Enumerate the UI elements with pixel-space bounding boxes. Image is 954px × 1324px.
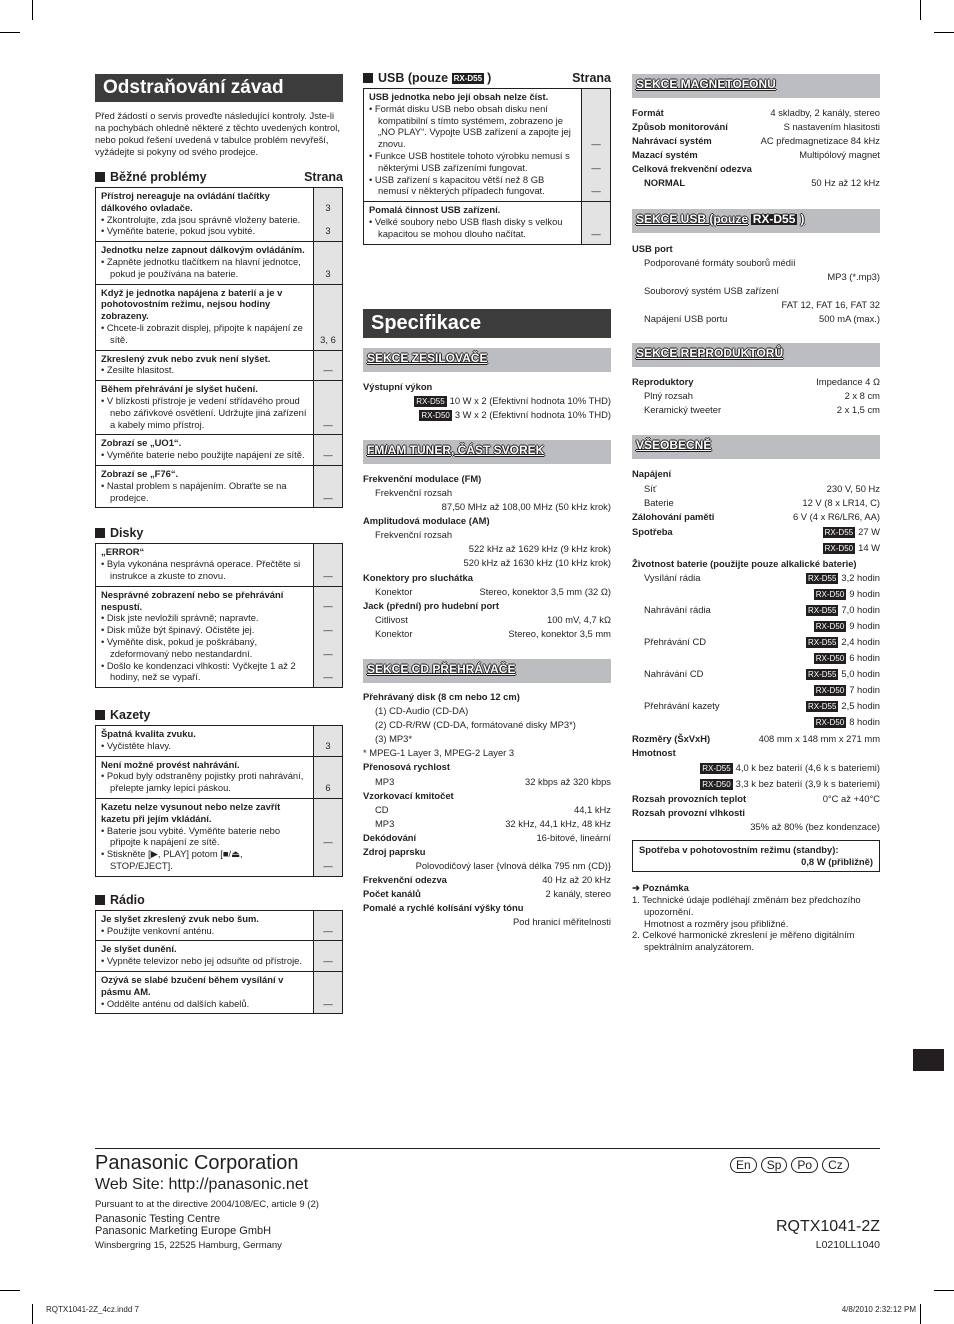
amplifier-section-header: SEKCE ZESILOVAČE [363, 348, 611, 372]
print-date: 4/8/2010 2:32:12 PM [841, 1305, 916, 1314]
battery-life-row: Přehrávání CD RX-D55 2,4 hodin [644, 635, 880, 647]
tape-specs: Formát 4 skladby, 2 kanály, stereo Způsob monitorování S nastavením hlasitosti Nahrávací systém AC předmagnetizace 84 kHz Mazací systém Multipólový magnet Celková frekvenční odezva NORMAL 50 Hz až 12 kHz [632, 107, 880, 189]
square-bullet-icon [95, 172, 105, 182]
solution-item: • Zkontrolujte, zda jsou správně vloženy baterie. [101, 213, 301, 225]
usb-and-specs-column [363, 71, 611, 930]
table-row [96, 972, 342, 1013]
solution-item: • Funkce USB hostitele tohoto výrobku nemusí s některými USB zařízeními fungovat. [369, 149, 570, 173]
model-tag: RX-D50 [421, 410, 450, 420]
solution-item: • Disk může být špinavý. Očistěte jej. [101, 624, 255, 636]
model-tag: RX-D55 [752, 211, 796, 226]
tape-section-header: SEKCE MAGNETOFONU [632, 74, 880, 98]
page-reference: — [313, 351, 342, 381]
solution-item: • Byla vykonána nesprávná operace. Přečtěte si instrukce a zkuste to znovu. [101, 558, 301, 581]
problem-heading: Špatná kvalita zvuku. [101, 728, 196, 740]
problem-heading: Je slyšet zkreslený zvuk nebo šum. [101, 912, 259, 924]
page-reference: — [313, 972, 342, 1013]
common-problems-table [95, 187, 343, 508]
lang-po: Po [791, 1157, 818, 1173]
square-bullet-icon [95, 710, 105, 720]
problem-heading: Během přehrávání je slyšet hučení. [101, 383, 258, 395]
troubleshooting-title: Odstraňování závad [95, 74, 343, 102]
testing-centre: Panasonic Testing Centre [95, 1213, 221, 1225]
solution-item: • Zesilte hlasitost. [101, 364, 175, 376]
table-row [96, 188, 342, 242]
solution-item: • Formát disku USB nebo obsah disku není kompatibilní s tímto systémem, zobrazeno je „NO PLAY“. Vypojte USB zařízení a zapojte jej znovu. [369, 102, 571, 150]
table-row [96, 381, 342, 435]
discs-table [95, 543, 343, 688]
page-reference: 6 [313, 757, 342, 798]
crop-mark [32, 1304, 33, 1324]
problem-heading: Pomalá činnost USB zařízení. [369, 204, 501, 216]
crop-mark [934, 1290, 954, 1291]
page-reference: — — [313, 799, 342, 876]
tapes-table [95, 725, 343, 877]
crop-mark [0, 1290, 20, 1291]
tapes-header: Kazety [95, 708, 343, 722]
table-row [96, 726, 342, 757]
battery-life-row: RX-D50 7 hodin [815, 683, 880, 695]
address: Winsbergring 15, 22525 Hamburg, Germany [95, 1240, 282, 1251]
troubleshooting-column [95, 74, 343, 1014]
tuner-specs: Frekvenční modulace (FM) Frekvenční rozsah 87,50 MHz až 108,00 MHz (50 kHz krok) Amplitudová modulace (AM) Frekvenční rozsah 522 kHz až 1629 kHz (9 kHz krok) 520 kHz až 1630 kHz (10 kHz krok) Konektory pro sluchátka Konektor Stereo, konektor 3,5 mm (32 Ω) Jack (přední) pro hudební port Citlivost 100 mV, 4,7 kΩ Konektor Stereo, konektor 3,5 mm [363, 472, 611, 639]
marketing-europe: Panasonic Marketing Europe GmbH [95, 1225, 272, 1237]
notes: ➜ Poznámka 1. Technické údaje podléhají změnám bez předchozího upozornění. Hmotnost a rozměry jsou přibližné. 2. Celkové harmonické zkreslení je měřeno digitálním spektrálním analyzátorem. [632, 882, 861, 953]
page-reference: — [313, 911, 342, 941]
battery-life-row: Nahrávání rádia RX-D55 7,0 hodin [644, 603, 880, 615]
problem-heading: Je slyšet dunění. [101, 943, 177, 955]
model-tag: RX-D55 [824, 527, 854, 537]
usb-specs: USB port Podporované formáty souborů médií MP3 (*.mp3) Souborový systém USB zařízení FAT 12, FAT 16, FAT 32 Napájení USB portu 500 mA (max.) [632, 242, 880, 325]
page-reference: — — — — [313, 587, 342, 687]
problem-heading: Přístroj nereaguje na ovládání tlačítky dálkového ovladače. [101, 190, 270, 213]
page-reference: — [313, 544, 342, 585]
page-reference: — [581, 202, 610, 243]
page-reference: — [313, 466, 342, 507]
usb-section-header: SEKCE USB (pouze RX-D55 ) [632, 209, 880, 233]
model-tag: RX-D50 [702, 779, 731, 789]
footer-divider [95, 1148, 880, 1149]
solution-item: • Vyměňte baterie, pokud jsou vybité. [101, 225, 256, 237]
solution-item: • Stiskněte [▶, PLAY] potom [■/⏏, STOP/EJECT]. [101, 848, 243, 872]
battery-life-row: Vysílání rádia RX-D55 3,2 hodin [644, 571, 880, 583]
specifications-title: Specifikace [363, 309, 611, 338]
crop-mark [0, 32, 20, 33]
table-row [96, 911, 342, 942]
table-row [96, 435, 342, 466]
lang-sp: Sp [761, 1157, 788, 1173]
battery-life-row: Přehrávání kazety RX-D55 2,5 hodin [644, 699, 880, 711]
table-row [96, 757, 342, 799]
specifications-right-column [632, 74, 880, 953]
problem-heading: Není možné provést nahrávání. [101, 758, 240, 770]
radio-header: Rádio [95, 893, 343, 907]
model-tag: RX-D55 [702, 763, 731, 773]
general-specs: Napájení Síť 230 V, 50 Hz Baterie 12 V (8 x LR14, C) Zálohování paměti 6 V (4 x R6/LR6, AA) Spotřeba RX-D55 27 W RX-D50 14 W Životnost baterie (použijte pouze alkalické baterie) Vysílání rádia RX-D55 3,2 hodin RX-D50 9 hodin Nahrávání rádia RX-D55 7,0 hodin RX-D50 9 hodin Přehrávání CD RX-D55 2,4 hodin RX-D50 6 hodin Nahrávání CD RX-D55 5,0 hodin RX-D50 7 hodin Přehrávání kazety RX-D55 2,5 hodin RX-D50 8 hodin Rozměry (ŠxVxH) 408 mm x 148 mm x 271 mm Hmotnost RX-D55 4,0 k bez baterií (4,6 k s bateriemi) RX-D50 3,3 k bez baterií (3,9 k s bateriemi) Rozsah provozních teplot 0°C až +40°C Rozsah provozní vlhkosti 35% až 80% (bez kondenzace) [632, 468, 880, 833]
solution-item: • Vyčistěte hlavy. [101, 739, 171, 751]
speaker-specs: Reproduktory Impedance 4 Ω Plný rozsah 2 x 8 cm Keramický tweeter 2 x 1,5 cm [632, 376, 880, 416]
table-row [96, 799, 342, 876]
lang-en: En [730, 1157, 757, 1173]
website: Web Site: http://panasonic.net [95, 1176, 309, 1193]
square-bullet-icon [95, 528, 105, 538]
page-reference: — [313, 435, 342, 465]
problem-heading: Když je jednotka napájena z baterií a je v pohotovostním režimu, nejsou hodiny zobrazeny. [101, 286, 283, 322]
battery-life-row: RX-D50 9 hodin [815, 587, 880, 599]
page-reference: 3, 6 [313, 285, 342, 350]
problem-heading: Zkreslený zvuk nebo zvuk není slyšet. [101, 352, 271, 364]
troubleshooting-intro: Před žádostí o servis proveďte následující kontroly. Jste-li na pochybách ohledně některé z těchto uvedených kontrol, nebo pokud řešení uvedená v tabulce problém nevyřeší, vyžádejte si pokyny od svého prodejce. [95, 110, 340, 157]
cd-section-header: SEKCE CD PŘEHRÁVAČE [363, 659, 611, 683]
radio-table [95, 910, 343, 1015]
table-row [96, 285, 342, 351]
usb-problems-table [363, 88, 611, 245]
corporation-name: Panasonic Corporation [95, 1152, 299, 1174]
problem-heading: USB jednotka nebo její obsah nelze číst. [369, 91, 549, 102]
crop-mark [934, 32, 954, 33]
battery-life-row: Nahrávání CD RX-D55 5,0 hodin [644, 667, 880, 679]
table-row [96, 466, 342, 507]
page-reference: 3 3 [313, 188, 342, 241]
crop-mark [32, 0, 33, 20]
solution-item: • Nastal problem s napájením. Obraťte se na prodejce. [101, 479, 287, 503]
page-reference: — [313, 381, 342, 434]
model-tag: RX-D50 [824, 543, 854, 553]
solution-item: • Zapněte jednotku tlačítkem na hlavní jednotce, pokud je používána na baterie. [101, 255, 301, 279]
solution-item: • Vyměňte disk, pokud je poškrábaný, zdeformovaný nebo nestandardní. [101, 635, 258, 659]
model-tag: RX-D55 [453, 73, 483, 83]
general-section-header: VŠEOBECNĚ [632, 435, 880, 459]
table-row [364, 202, 610, 243]
common-problems-header: Běžné problémy Strana [95, 170, 343, 184]
table-row [96, 941, 342, 972]
problem-heading: Kazetu nelze vysunout nebo nelze zavřít kazetu při jejím vkládání. [101, 801, 281, 824]
discs-header: Disky [95, 526, 343, 540]
language-tab-marker [913, 1049, 944, 1071]
model-tag: RX-D55 [416, 396, 445, 406]
page-reference: — — — [581, 89, 610, 201]
solution-item: • Baterie jsou vybité. Vyměňte baterie nebo připojte k napájení ze sítě. [101, 824, 281, 848]
crop-mark [920, 1304, 921, 1324]
battery-life-row: RX-D50 6 hodin [815, 651, 880, 663]
page-reference: — [313, 941, 342, 971]
solution-item: • Došlo ke kondenzaci vlhkosti: Vyčkejte 1 až 2 hodiny, než se vypaří. [101, 659, 296, 683]
solution-item: • Vypněte televizor nebo jej odsuňte od přístroje. [101, 955, 302, 967]
table-row [96, 351, 342, 382]
problem-heading: Jednotku nelze zapnout dálkovým ovládáním. [101, 244, 305, 256]
standby-box: Spotřeba v pohotovostním režimu (standby): 0,8 W (přibližně) [632, 840, 880, 872]
amplifier-specs: Výstupní výkon RX-D55 10 W x 2 (Efektivní hodnota 10% THD) RX-D50 3 W x 2 (Efektivní hodnota 10% THD) [363, 380, 611, 420]
table-row [96, 544, 342, 586]
battery-life-row: RX-D50 9 hodin [815, 619, 880, 631]
tuner-section-header: FM/AM TUNER, ČÁST SVOREK [363, 440, 611, 464]
solution-item: • Chcete-li zobrazit displej, připojte k napájení ze sítě. [101, 321, 303, 345]
solution-item: • Oddělte anténu od dalších kabelů. [101, 997, 250, 1009]
problem-heading: „ERROR“ [101, 546, 145, 558]
solution-item: • Disk jste nevložili správně; napravte. [101, 612, 259, 624]
cd-specs: Přehrávaný disk (8 cm nebo 12 cm) (1) CD-Audio (CD-DA) (2) CD-R/RW (CD-DA, formátované disky MP3*) (3) MP3* * MPEG-1 Layer 3, MPEG-2 Layer 3 Přenosová rychlost MP3 32 kbps až 320 kbps Vzorkovací kmitočet CD 44,1 kHz MP3 32 kHz, 44,1 kHz, 48 kHz Dekódování 16-bitové, lineární Zdroj paprsku Polovodičový laser {vlnová délka 795 nm (CD)} Frekvenční odezva 40 Hz až 20 kHz Počet kanálů 2 kanály, stereo Pomalé a rychlé kolísání výšky tónu Pod hranicí měřitelnosti [363, 690, 611, 928]
page-reference: 3 [313, 242, 342, 283]
usb-problems-header: USB (pouze RX-D55 ) Strana [363, 71, 611, 85]
note-arrow-icon: ➜ [632, 882, 640, 894]
battery-life-row: RX-D50 8 hodin [815, 715, 880, 727]
print-code: L0210LL1040 [815, 1239, 880, 1251]
crop-mark [920, 0, 921, 20]
problem-heading: Ozývá se slabé bzučení během vysílání v pásmu AM. [101, 974, 284, 997]
directive-text: Pursuant to at the directive 2004/108/EC, article 9 (2) [95, 1199, 319, 1210]
lang-cz: Cz [822, 1157, 849, 1173]
solution-item: • V blízkosti přístroje je vedení střídavého proud nebo zářivkové osvětlení. Udržujte jiná zařízení a kabely mimo přístroj. [101, 394, 307, 430]
speaker-section-header: SEKCE REPRODUKTORŮ [632, 343, 880, 367]
table-row [364, 89, 610, 202]
square-bullet-icon [363, 73, 373, 83]
table-row [96, 242, 342, 284]
file-info: RQTX1041-2Z_4cz.indd 7 [46, 1305, 139, 1314]
solution-item: • Vyměňte baterie nebo použijte napájení ze sítě. [101, 449, 305, 461]
solution-item: • Velké soubory nebo USB flash disky s velkou kapacitou se mohou dlouho načítat. [369, 215, 563, 239]
problem-heading: Nesprávné zobrazení nebo se přehrávání nespustí. [101, 588, 284, 612]
solution-item: • USB zařízení s kapacitou větší než 8 GB nemusí v některých případech fungovat. [369, 173, 545, 197]
page-reference: 3 [313, 726, 342, 756]
document-code: RQTX1041-2Z [775, 1218, 880, 1235]
problem-heading: Zobrazí se „F76“. [101, 467, 179, 479]
square-bullet-icon [95, 895, 105, 905]
table-row [96, 587, 342, 687]
language-list [726, 1157, 849, 1173]
solution-item: • Pokud byly odstraněny pojistky proti nahrávání, přelepte jamky lepicí páskou. [101, 770, 304, 794]
battery-life-list [632, 570, 880, 730]
solution-item: • Použijte venkovní anténu. [101, 924, 215, 936]
problem-heading: Zobrazí se „UO1“. [101, 437, 182, 449]
